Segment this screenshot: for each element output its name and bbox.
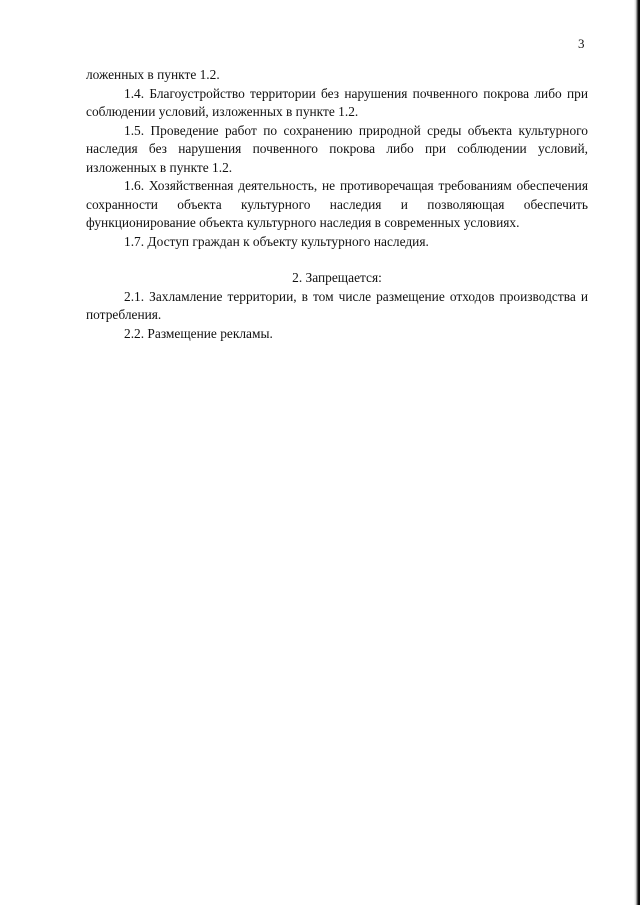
continuation-paragraph: ложенных в пункте 1.2.	[86, 67, 220, 82]
paragraph-1-7: 1.7. Доступ граждан к объекту культурного наследия.	[124, 233, 429, 249]
section-2-heading: 2. Запрещается:	[292, 270, 382, 285]
paragraph-1-6: 1.6. Хозяйственная деятельность, не противоречащая требованиям обеспечения сохранности объекта культурного наследия и позволяющая обеспечить функционирование объекта культурного наследия в современных условиях.	[86, 178, 588, 230]
paragraph-2-1: 2.1. Захламление территории, в том числе размещение отходов производства и потребления.	[86, 288, 588, 322]
paragraph-1-4: 1.4. Благоустройство территории без нарушения почвенного покрова либо при соблюдении условий, изложенных в пункте 1.2.	[86, 85, 588, 119]
paragraph-1-5: 1.5. Проведение работ по сохранению природной среды объекта культурного наследия без нарушения почвенного покрова либо при соблюдении условий, изложенных в пункте 1.2.	[86, 122, 588, 175]
paragraph-2-2: 2.2. Размещение рекламы.	[124, 325, 273, 341]
document-body	[86, 66, 588, 343]
page-number: 3	[578, 36, 585, 51]
scan-edge	[634, 0, 640, 905]
